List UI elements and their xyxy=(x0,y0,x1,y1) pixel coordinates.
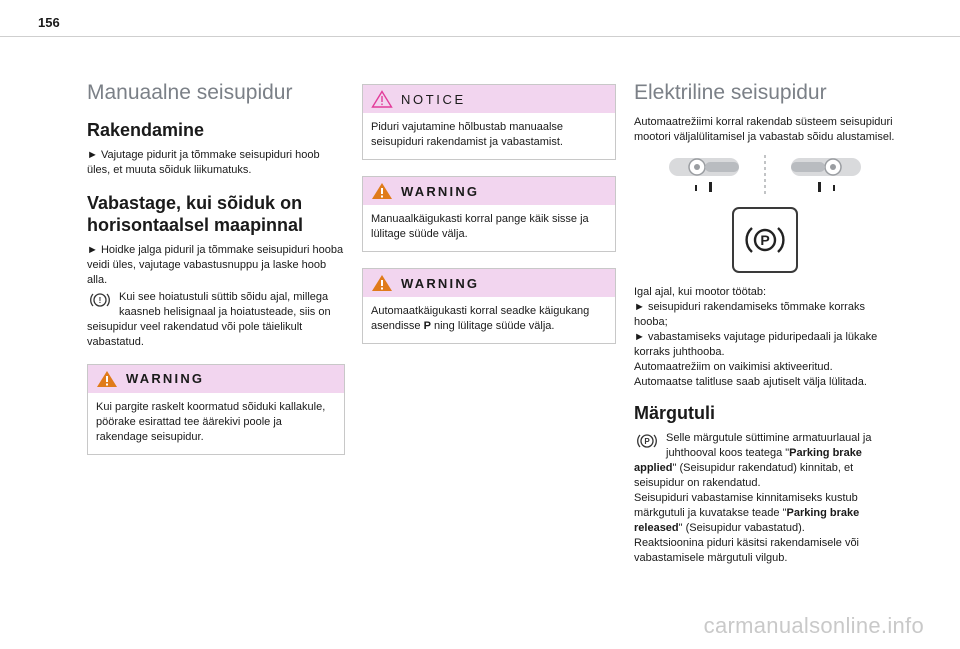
release-instructions: ► Hoidke jalga piduril ja tõmmake seisupiduri hooba veidi üles, vajutage vabastusnuppu ja laske hoob alla. xyxy=(87,243,344,286)
notice-title: NOTICE xyxy=(401,91,466,107)
message-parking-brake-applied: Parking brake applied xyxy=(634,446,862,474)
operation-line: Automaatrežiim on vaikimisi aktiveeritud. xyxy=(634,361,833,374)
notice-box xyxy=(362,84,616,160)
warning-triangle-icon xyxy=(96,370,118,388)
warning-text: Kui pargite raskelt koormatud sõiduki kallakule, pöörake esirattad tee äärekivi poole ja rakendage seisupidur. xyxy=(96,400,326,443)
svg-text:P: P xyxy=(760,232,770,249)
divider-dashed-line xyxy=(763,155,767,195)
lever-push-illustration xyxy=(781,155,863,195)
parking-brake-symbol-wrap xyxy=(634,207,896,273)
warning-box-automatic-gearbox xyxy=(362,268,616,344)
warning-text xyxy=(363,297,615,343)
warning-title: WARNING xyxy=(126,371,205,387)
warning-lamp-text: Kui see hoiatustuli süttib sõidu ajal, millega kaasneb helisignaal ja hoiatusteade, siis on seisupidur veel rakendatud või pole täielikult vabastatud. xyxy=(87,290,331,348)
page-number: 156 xyxy=(38,15,60,30)
parking-brake-indicator-icon xyxy=(634,431,660,451)
warning-box-manual-gearbox xyxy=(362,176,616,252)
electric-brake-intro: Automaatrežiimi korral rakendab süsteem seisupiduri mootori väljalülitamisel ja vabastab sõidu alustamisel. xyxy=(634,116,895,144)
warning-lamp-paragraph xyxy=(87,290,345,350)
column-manual-parking-brake xyxy=(87,80,345,471)
heading-indicator-lamp: Märgutuli xyxy=(634,403,715,424)
warning-box-header xyxy=(363,269,615,297)
parking-brake-p-icon xyxy=(742,220,788,260)
lever-pull-illustration xyxy=(667,155,749,195)
indicator-lamp-paragraph xyxy=(634,431,896,566)
control-lever-illustration xyxy=(634,155,896,199)
watermark: carmanualsonline.info xyxy=(703,613,924,638)
warning-title: WARNING xyxy=(401,275,480,291)
message-parking-brake-released: Parking brake released xyxy=(634,506,860,534)
svg-text:P: P xyxy=(644,436,650,446)
operation-line: Automaatse talitluse saab ajutiselt välja lülitada. xyxy=(634,376,867,389)
column-notices xyxy=(362,84,616,360)
heading-apply: Rakendamine xyxy=(87,120,205,141)
apply-instructions: ► Vajutage pidurit ja tõmmake seisupiduri hoob üles, et muuta sõiduk liikumatuks. xyxy=(87,148,320,176)
electric-brake-operation xyxy=(634,285,896,390)
indicator-text: Reaktsioonina piduri käsitsi rakendamisele või vabastamisele märgutuli vilgub. xyxy=(634,536,860,564)
indicator-text: Seisupiduri vabastamise kinnitamiseks kustub märkgutuli ja kuvatakse teade " xyxy=(634,491,858,519)
indicator-text: Selle märgutule süttimine armatuurlaual ja juhthooval koos teatega " xyxy=(666,431,872,459)
operation-line: Igal ajal, kui mootor töötab: xyxy=(634,286,767,299)
notice-text: Piduri vajutamine hõlbustab manuaalse seisupiduri rakendamist ja vabastamist. xyxy=(371,121,564,148)
section-title-manual-brake: Manuaalne seisupidur xyxy=(87,81,293,104)
svg-text:!: ! xyxy=(98,295,102,305)
warning-text-part: ning lülitage süüde välja. xyxy=(430,320,555,332)
warning-box-slope xyxy=(87,364,345,455)
indicator-text: " (Seisupidur rakendatud) kinnitab, et seisupidur on rakendatud. xyxy=(634,461,854,489)
operation-line: ► seisupiduri rakendamiseks tõmmake korraks hooba; xyxy=(634,301,865,329)
column-electric-parking-brake xyxy=(634,80,896,580)
brake-warning-icon xyxy=(87,290,113,310)
warning-triangle-icon xyxy=(371,274,393,292)
section-title-electric-brake: Elektriline seisupidur xyxy=(634,81,827,104)
warning-box-header xyxy=(363,177,615,205)
gear-position-p: P xyxy=(423,320,431,332)
operation-line: ► vabastamiseks vajutage piduripedaali ja lükake korraks juhthooba. xyxy=(634,331,878,359)
heading-release: Vabastage, kui sõiduk on horisontaalsel maapinnal xyxy=(87,192,304,236)
indicator-text: " (Seisupidur vabastatud). xyxy=(678,521,805,534)
warning-triangle-icon xyxy=(371,182,393,200)
notice-triangle-icon xyxy=(371,90,393,108)
parking-brake-button-icon xyxy=(732,207,798,273)
warning-title: WARNING xyxy=(401,183,480,199)
header-divider xyxy=(0,36,960,37)
warning-text: Manuaalkäigukasti korral pange käik sisse ja lülitage süüde välja. xyxy=(371,213,589,240)
warning-text-part: Automaatkäigukasti korral seadke käigukang asendisse xyxy=(371,305,590,332)
warning-box-header xyxy=(88,365,344,393)
notice-box-header xyxy=(363,85,615,113)
